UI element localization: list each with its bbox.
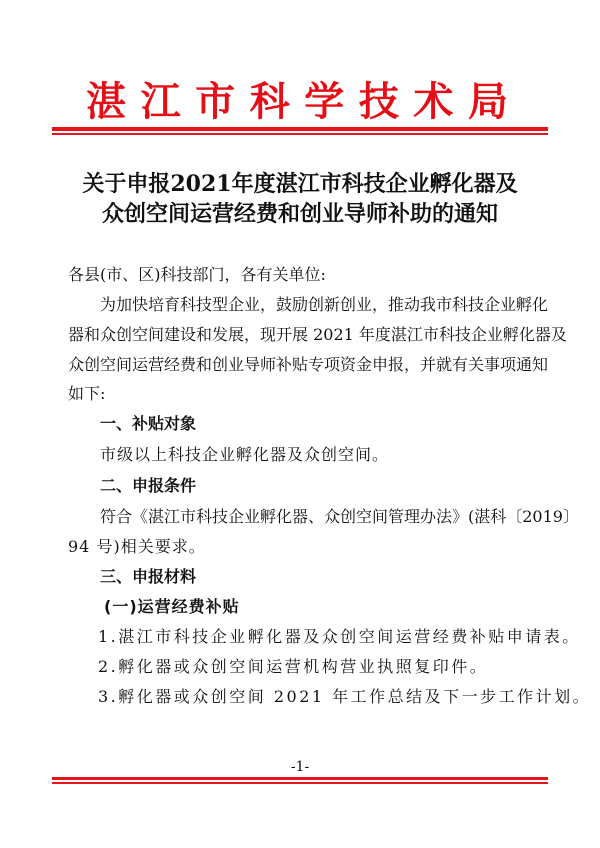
material-item: 1.湛江市科技企业孵化器及众创空间运营经费补贴申请表。 — [98, 627, 581, 646]
footer-rule-thin — [52, 782, 548, 784]
section2-heading: 二、申报条件 — [100, 476, 197, 495]
section2-text: 符合《湛江市科技企业孵化器、众创空间管理办法》(湛科〔2019〕 — [100, 507, 579, 526]
intro-line: 如下: — [68, 384, 106, 403]
section2-text: 94 号)相关要求。 — [68, 537, 206, 556]
section1-text: 市级以上科技企业孵化器及众创空间。 — [100, 445, 390, 464]
intro-line: 众创空间运营经费和创业导师补贴专项资金申报，并就有关事项通知 — [68, 355, 549, 374]
intro-line: 器和众创空间建设和发展，现开展 2021 年度湛江市科技企业孵化器及 — [68, 325, 567, 344]
document-title-line2: 众创空间运营经费和创业导师补助的通知 — [101, 201, 498, 227]
page-number: -1- — [290, 759, 310, 775]
section3-heading: 三、申报材料 — [100, 567, 197, 586]
section3-subheading: (一)运营经费补贴 — [104, 597, 240, 616]
intro-line: 为加快培育科技型企业，鼓励创新创业，推动我市科技企业孵化 — [100, 295, 549, 314]
material-item: 3.孵化器或众创空间 2021 年工作总结及下一步工作计划。 — [98, 687, 592, 706]
footer-rule-thick — [52, 777, 548, 780]
material-item: 2.孵化器或众创空间运营机构营业执照复印件。 — [98, 657, 489, 676]
header-rule-thin — [52, 133, 548, 135]
salutation: 各县(市、区)科技部门，各有关单位: — [68, 265, 326, 284]
document-title-line1: 关于申报2021年度湛江市科技企业孵化器及 — [82, 171, 518, 197]
section1-heading: 一、补贴对象 — [100, 414, 197, 433]
agency-header: 湛江市科学技术局 — [86, 78, 508, 125]
header-rule-thick — [52, 127, 548, 131]
